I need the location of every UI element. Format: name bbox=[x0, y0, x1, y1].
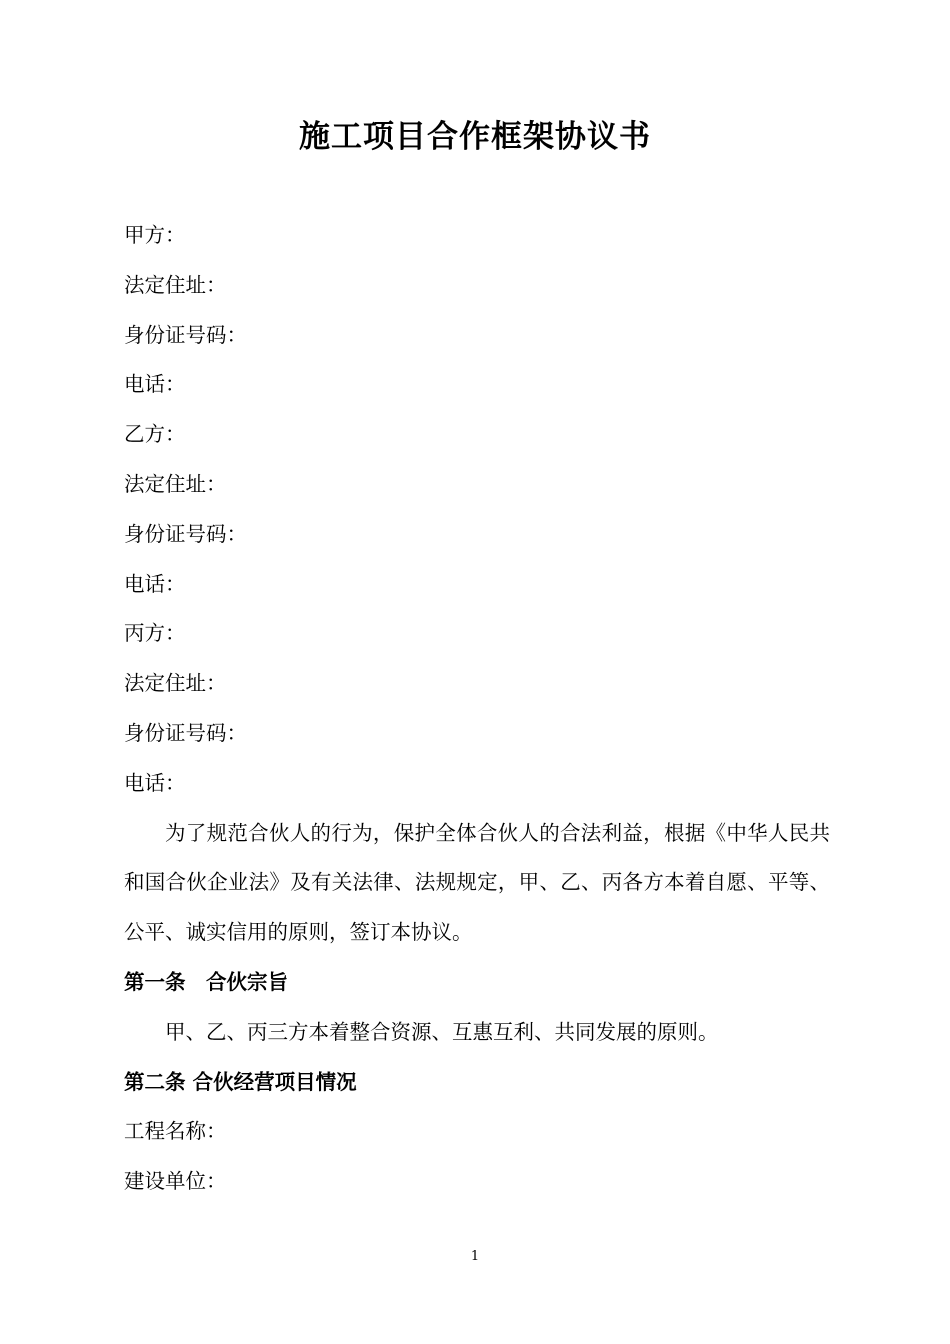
party-b-name-label: 乙方： bbox=[124, 422, 186, 447]
party-a-phone-label: 电话： bbox=[124, 372, 186, 397]
project-name-label: 工程名称： bbox=[124, 1119, 227, 1144]
party-c-id-label: 身份证号码： bbox=[124, 720, 247, 745]
document-title: 施工项目合作框架协议书 bbox=[299, 119, 651, 155]
party-c-phone-label: 电话： bbox=[124, 770, 186, 795]
article-1-text: 甲、乙、丙三方本着整合资源、互惠互利、共同发展的原则。 bbox=[165, 1019, 719, 1044]
article-1-heading: 第一条 合伙宗旨 bbox=[124, 969, 288, 994]
document-body bbox=[124, 211, 830, 1207]
page-number: 1 bbox=[470, 1249, 480, 1264]
party-b-id-label: 身份证号码： bbox=[124, 521, 247, 546]
party-b-address-label: 法定住址： bbox=[124, 471, 227, 496]
builder-label: 建设单位： bbox=[124, 1169, 227, 1194]
party-a-address-label: 法定住址： bbox=[124, 272, 227, 297]
party-a-id-label: 身份证号码： bbox=[124, 322, 247, 347]
article-2-heading: 第二条 合伙经营项目情况 bbox=[124, 1069, 357, 1094]
party-b-phone-label: 电话： bbox=[124, 571, 186, 596]
preamble-paragraph: 为了规范合伙人的行为，保护全体合伙人的合法利益，根据《中华人民共和国合伙企业法》及有关法律、法规规定，甲、乙、丙各方本着自愿、平等、公平、诚实信用的原则，签订本协议。 bbox=[124, 820, 830, 945]
party-a-name-label: 甲方： bbox=[124, 223, 186, 247]
party-c-address-label: 法定住址： bbox=[124, 671, 227, 696]
party-c-name-label: 丙方： bbox=[124, 621, 186, 646]
